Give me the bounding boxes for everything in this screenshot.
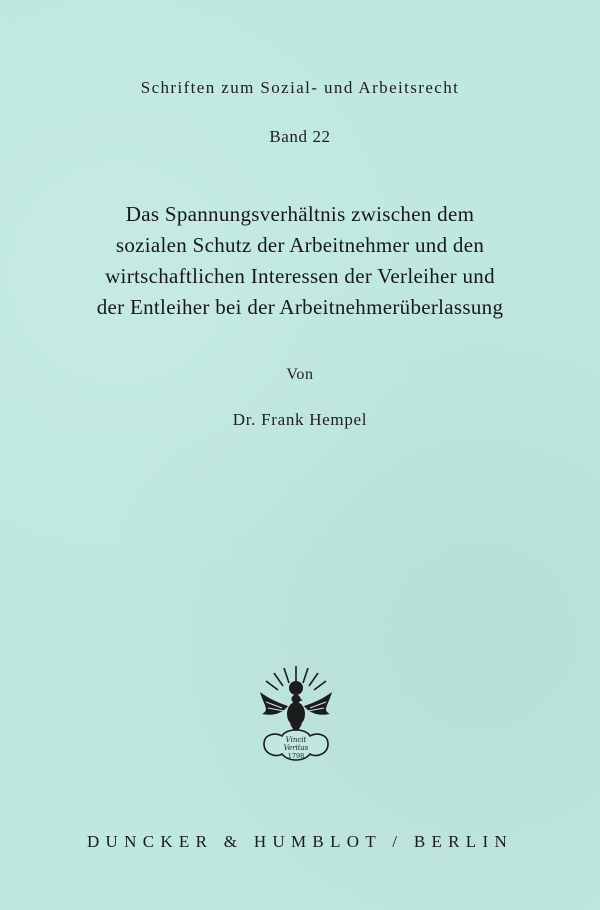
title-line: sozialen Schutz der Arbeitnehmer und den [115, 233, 485, 257]
svg-text:1798: 1798 [287, 752, 305, 760]
title-line: Das Spannungsverhältnis zwischen dem [125, 202, 475, 226]
title-line: wirtschaftlichen Interessen der Verleiher und [105, 264, 495, 288]
volume-number: Band 22 [269, 127, 331, 146]
series-title: Schriften zum Sozial- und Arbeitsrecht [140, 78, 460, 97]
by-label: Von [286, 366, 314, 383]
book-title [40, 199, 560, 323]
title-line: der Entleiher bei der Arbeitnehmerüberlassung [96, 295, 504, 319]
svg-text:Vincit: Vincit [285, 736, 307, 744]
author-name: Dr. Frank Hempel [232, 410, 368, 429]
svg-text:Veritas: Veritas [283, 744, 309, 752]
eagle-emblem-icon [254, 662, 338, 764]
publisher-name: DUNCKER & HUMBLOT / BERLIN [86, 832, 514, 851]
